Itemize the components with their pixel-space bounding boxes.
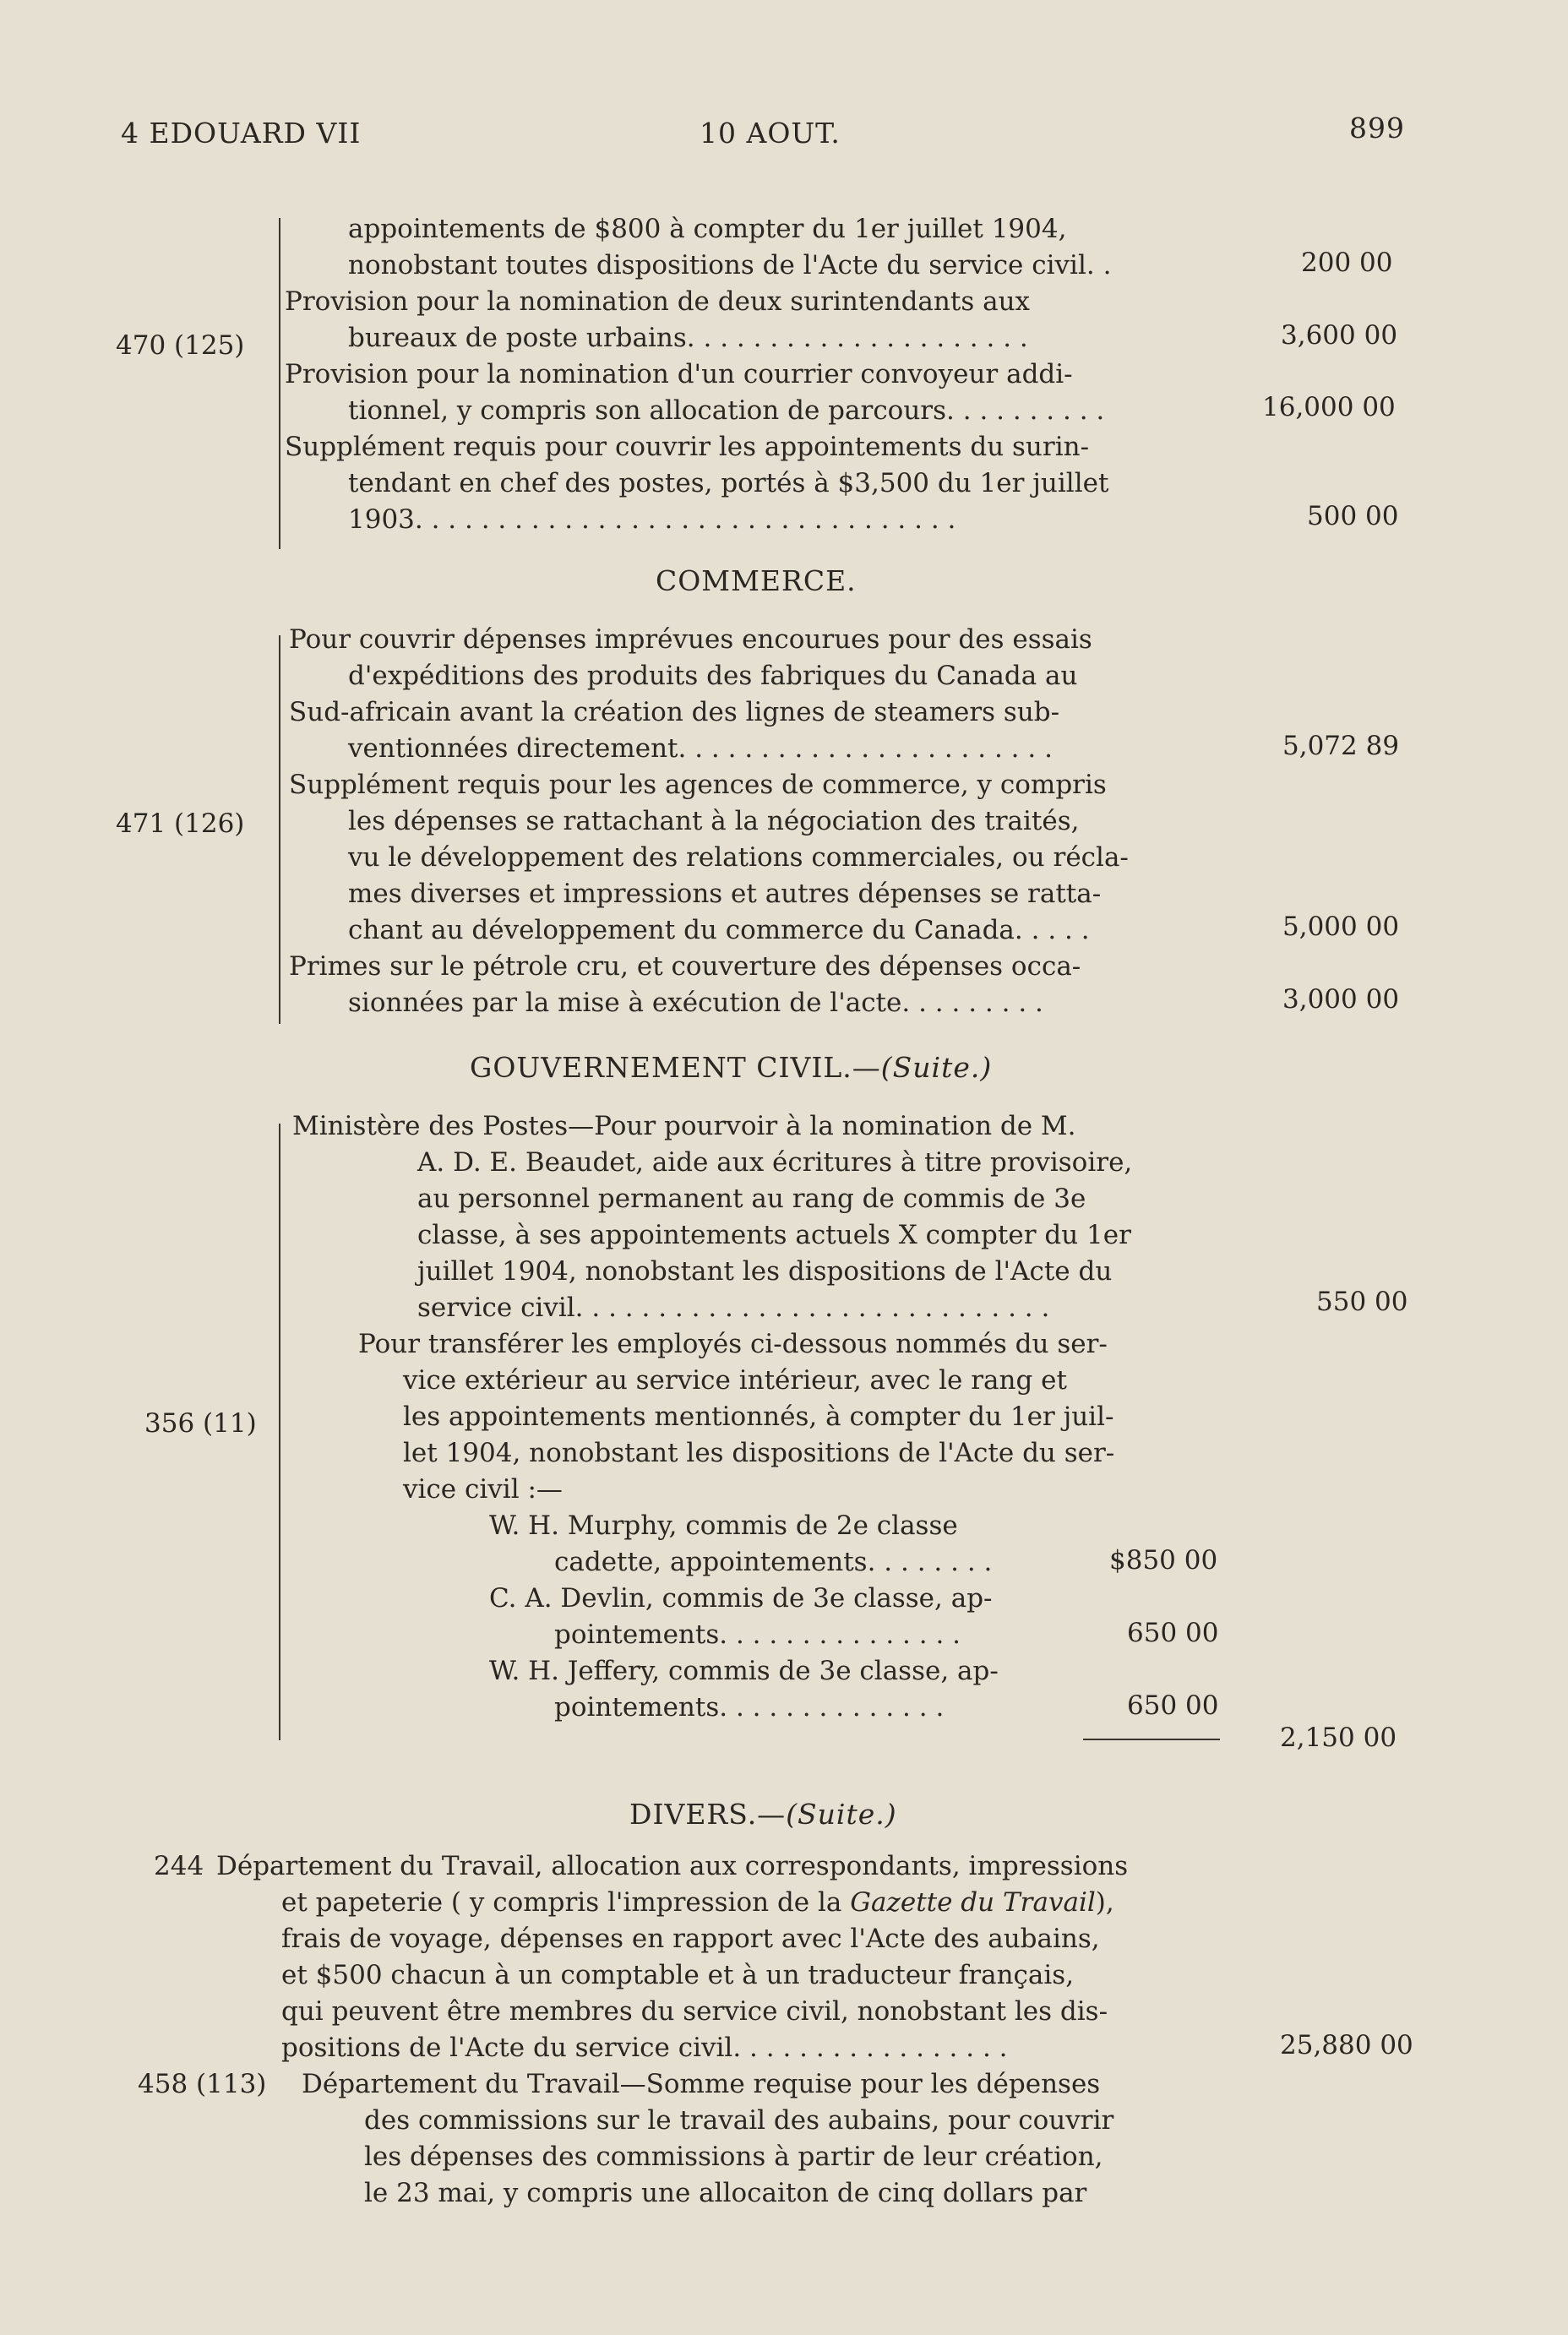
employee-line: pointements. . . . . . . . . . . . . . xyxy=(554,1692,945,1723)
employee-line: C. A. Devlin, commis de 3e classe, ap- xyxy=(489,1583,993,1614)
text-line: sionnées par la mise à exécution de l'acte. . . . . . . . . xyxy=(348,988,1043,1018)
text-line: A. D. E. Beaudet, aide aux écritures à titre provisoire, xyxy=(417,1147,1133,1178)
section-title-commerce: COMMERCE. xyxy=(656,564,857,597)
amount: 3,000 00 xyxy=(1282,984,1400,1015)
section-title-suffix: (Suite.) xyxy=(880,1051,993,1084)
employee-line: pointements. . . . . . . . . . . . . . . xyxy=(554,1619,961,1650)
text-line: let 1904, nonobstant les dispositions de l'Acte du ser- xyxy=(403,1438,1115,1468)
text-line: qui peuvent être membres du service civil, nonobstant les dis- xyxy=(281,1996,1108,2027)
section-title-text: GOUVERNEMENT CIVIL.— xyxy=(470,1051,881,1084)
amount: 5,072 89 xyxy=(1282,731,1400,761)
brace-356 xyxy=(279,1124,280,1740)
text-line: Département du Travail—Somme requise pour les dépenses xyxy=(302,2069,1101,2099)
text-fragment: et papeterie ( y compris l'impression de la xyxy=(281,1887,851,1918)
text-line: juillet 1904, nonobstant les dispositions de l'Acte du xyxy=(417,1256,1113,1287)
text-line: classe, à ses appointements actuels X compter du 1er xyxy=(417,1220,1131,1250)
text-line: vice civil :— xyxy=(403,1474,563,1505)
text-line: 1903. . . . . . . . . . . . . . . . . . . . . . . . . . . . . . . . . xyxy=(348,504,956,535)
text-line: Pour transférer les employés ci-dessous nommés du ser- xyxy=(358,1329,1108,1359)
amount: 500 00 xyxy=(1307,501,1399,531)
text-line: au personnel permanent au rang de commis de 3e xyxy=(417,1184,1086,1214)
employee-line: W. H. Murphy, commis de 2e classe xyxy=(489,1510,958,1541)
text-line: bureaux de poste urbains. . . . . . . . . . . . . . . . . . . . . xyxy=(348,323,1028,353)
text-line: appointements de $800 à compter du 1er juillet 1904, xyxy=(348,214,1067,244)
text-line: des commissions sur le travail des aubains, pour couvrir xyxy=(364,2105,1114,2136)
sub-amount: 650 00 xyxy=(1127,1690,1219,1721)
page-number: 899 xyxy=(1349,112,1405,144)
amount: 16,000 00 xyxy=(1262,392,1396,422)
text-line: les dépenses des commissions à partir de leur création, xyxy=(364,2142,1103,2172)
text-line: mes diverses et impressions et autres dépenses se ratta- xyxy=(348,879,1102,909)
text-line: nonobstant toutes dispositions de l'Acte du service civil. . xyxy=(348,250,1112,280)
amount: 2,150 00 xyxy=(1280,1723,1397,1753)
sub-amount: $850 00 xyxy=(1109,1545,1218,1576)
text-line: Département du Travail, allocation aux correspondants, impressions xyxy=(216,1851,1129,1881)
brace-470 xyxy=(279,218,280,549)
text-line: vice extérieur au service intérieur, avec le rang et xyxy=(403,1365,1067,1396)
text-line: Pour couvrir dépenses imprévues encourues pour des essais xyxy=(289,624,1092,655)
header-left: 4 EDOUARD VII xyxy=(121,117,362,150)
amount: 5,000 00 xyxy=(1282,912,1400,942)
text-line: Provision pour la nomination de deux surintendants aux xyxy=(285,286,1031,317)
item-number-458: 458 (113) xyxy=(138,2069,267,2099)
text-line: Sud-africain avant la création des lignes de steamers sub- xyxy=(289,697,1060,727)
text-line: Provision pour la nomination d'un courrier convoyeur addi- xyxy=(285,359,1073,389)
brace-471 xyxy=(279,635,280,1024)
text-line: Primes sur le pétrole cru, et couverture des dépenses occa- xyxy=(289,951,1081,982)
text-line: d'expéditions des produits des fabriques du Canada au xyxy=(348,661,1078,691)
item-number-356: 356 (11) xyxy=(144,1408,257,1439)
section-title-divers xyxy=(629,1796,897,1833)
amount: 550 00 xyxy=(1316,1287,1408,1317)
text-line: les dépenses se rattachant à la négociation des traités, xyxy=(348,806,1080,836)
text-line: tendant en chef des postes, portés à $3,500 du 1er juillet xyxy=(348,468,1109,498)
header-center: 10 AOUT. xyxy=(700,117,841,150)
section-title-gouv xyxy=(470,1049,992,1086)
item-number-244: 244 xyxy=(154,1851,204,1881)
text-line: vu le développement des relations commerciales, ou récla- xyxy=(348,842,1129,873)
sub-amount: 650 00 xyxy=(1127,1618,1219,1648)
item-number-470: 470 (125) xyxy=(116,330,245,361)
text-line: le 23 mai, y compris une allocaiton de cinq dollars par xyxy=(364,2178,1087,2208)
text-line xyxy=(281,1885,1114,1920)
section-title-suffix: (Suite.) xyxy=(786,1798,897,1831)
text-line: positions de l'Acte du service civil. . . . . . . . . . . . . . . . . xyxy=(281,2033,1008,2063)
text-line: chant au développement du commerce du Canada. . . . . xyxy=(348,915,1090,945)
gazette-title: Gazette du Travail xyxy=(850,1887,1096,1918)
amount: 25,880 00 xyxy=(1280,2030,1413,2060)
text-line: Supplément requis pour les agences de commerce, y compris xyxy=(289,770,1107,800)
text-fragment: ), xyxy=(1095,1887,1114,1918)
amount: 3,600 00 xyxy=(1281,320,1398,351)
text-line: tionnel, y compris son allocation de parcours. . . . . . . . . . xyxy=(348,395,1105,426)
text-line: Ministère des Postes—Pour pourvoir à la nomination de M. xyxy=(292,1111,1076,1141)
text-line: frais de voyage, dépenses en rapport avec l'Acte des aubains, xyxy=(281,1924,1100,1954)
employee-line: cadette, appointements. . . . . . . . xyxy=(554,1547,993,1577)
text-line: service civil. . . . . . . . . . . . . . . . . . . . . . . . . . . . . xyxy=(417,1293,1050,1323)
item-number-471: 471 (126) xyxy=(116,808,245,839)
section-title-text: DIVERS.— xyxy=(629,1798,787,1831)
subtotal-rule xyxy=(1083,1739,1220,1740)
employee-line: W. H. Jeffery, commis de 3e classe, ap- xyxy=(489,1656,999,1686)
text-line: ventionnées directement. . . . . . . . . . . . . . . . . . . . . . . xyxy=(348,733,1053,764)
text-line: les appointements mentionnés, à compter du 1er juil- xyxy=(403,1402,1114,1432)
text-line: et $500 chacun à un comptable et à un traducteur français, xyxy=(281,1960,1075,1990)
amount: 200 00 xyxy=(1301,248,1393,278)
text-line: Supplément requis pour couvrir les appointements du surin- xyxy=(285,432,1090,462)
